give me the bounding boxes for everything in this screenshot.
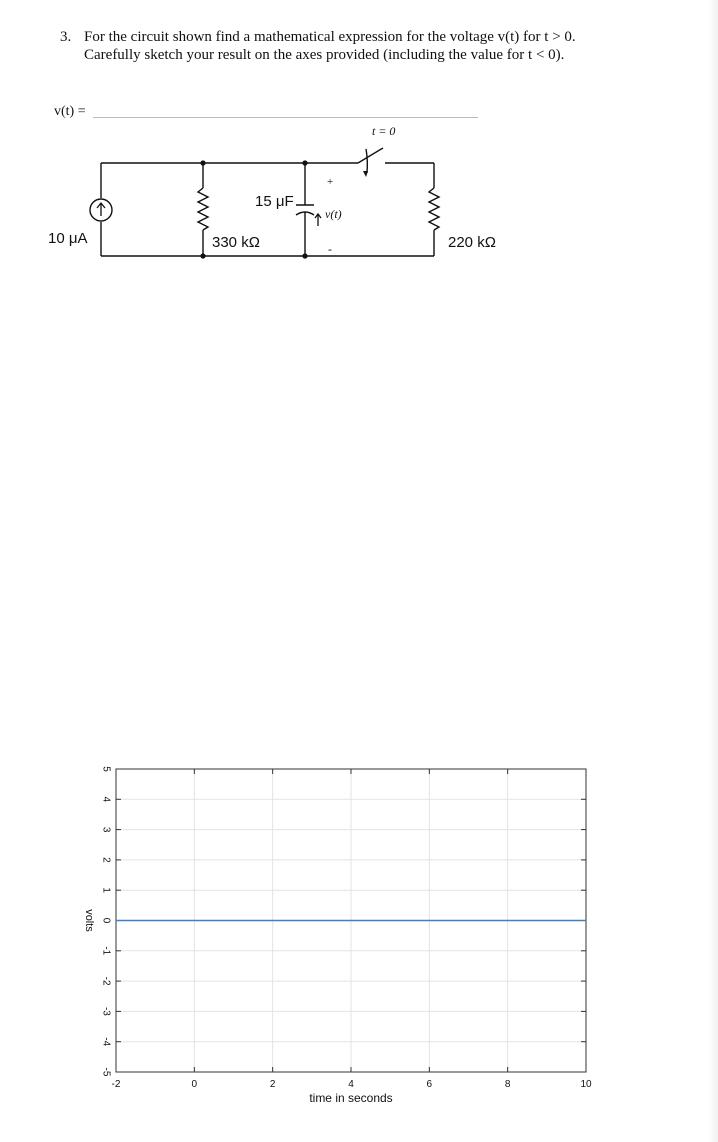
y-tick-label: -1 (100, 946, 112, 956)
plus-sign: + (327, 176, 334, 188)
y-tick-label: 1 (100, 887, 112, 893)
capacitor-label: 15 μF (255, 193, 294, 210)
voltage-label: v(t) (325, 207, 342, 221)
switch-label: t = 0 (372, 124, 396, 138)
source-label: 10 μA (48, 230, 88, 247)
x-tick-label: 10 (580, 1079, 592, 1090)
y-tick-label: 0 (100, 917, 112, 924)
y-tick-label: 3 (100, 826, 112, 833)
x-tick-label: 2 (269, 1079, 276, 1090)
page-edge-shadow (708, 0, 718, 1142)
x-tick-label: 0 (191, 1079, 198, 1090)
y-tick-label: -4 (100, 1037, 112, 1047)
y-tick-label: -5 (100, 1067, 112, 1077)
problem-number: 3. (60, 29, 72, 45)
problem-line-1: For the circuit shown find a mathematical expression for the voltage v(t) for t > 0. (84, 29, 576, 45)
y-tick-label: 2 (100, 857, 112, 863)
x-tick-label: 6 (426, 1079, 433, 1090)
y-axis-label: volts (83, 909, 96, 932)
x-tick-label: 4 (348, 1079, 354, 1090)
minus-sign: - (328, 242, 332, 256)
y-tick-label: 4 (100, 796, 112, 803)
y-tick-label: -2 (100, 976, 112, 986)
problem-line-2: Carefully sketch your result on the axes provided (including the value for t < 0). (84, 47, 565, 63)
r2-label: 220 kΩ (448, 234, 496, 251)
y-tick-label: -3 (100, 1006, 112, 1016)
x-tick-label: -2 (111, 1079, 121, 1090)
x-tick-label: 8 (504, 1079, 511, 1090)
answer-label: v(t) = (54, 104, 86, 119)
y-tick-label: 5 (100, 766, 112, 772)
r1-label: 330 kΩ (212, 234, 260, 251)
x-axis-label: time in seconds (309, 1091, 393, 1105)
